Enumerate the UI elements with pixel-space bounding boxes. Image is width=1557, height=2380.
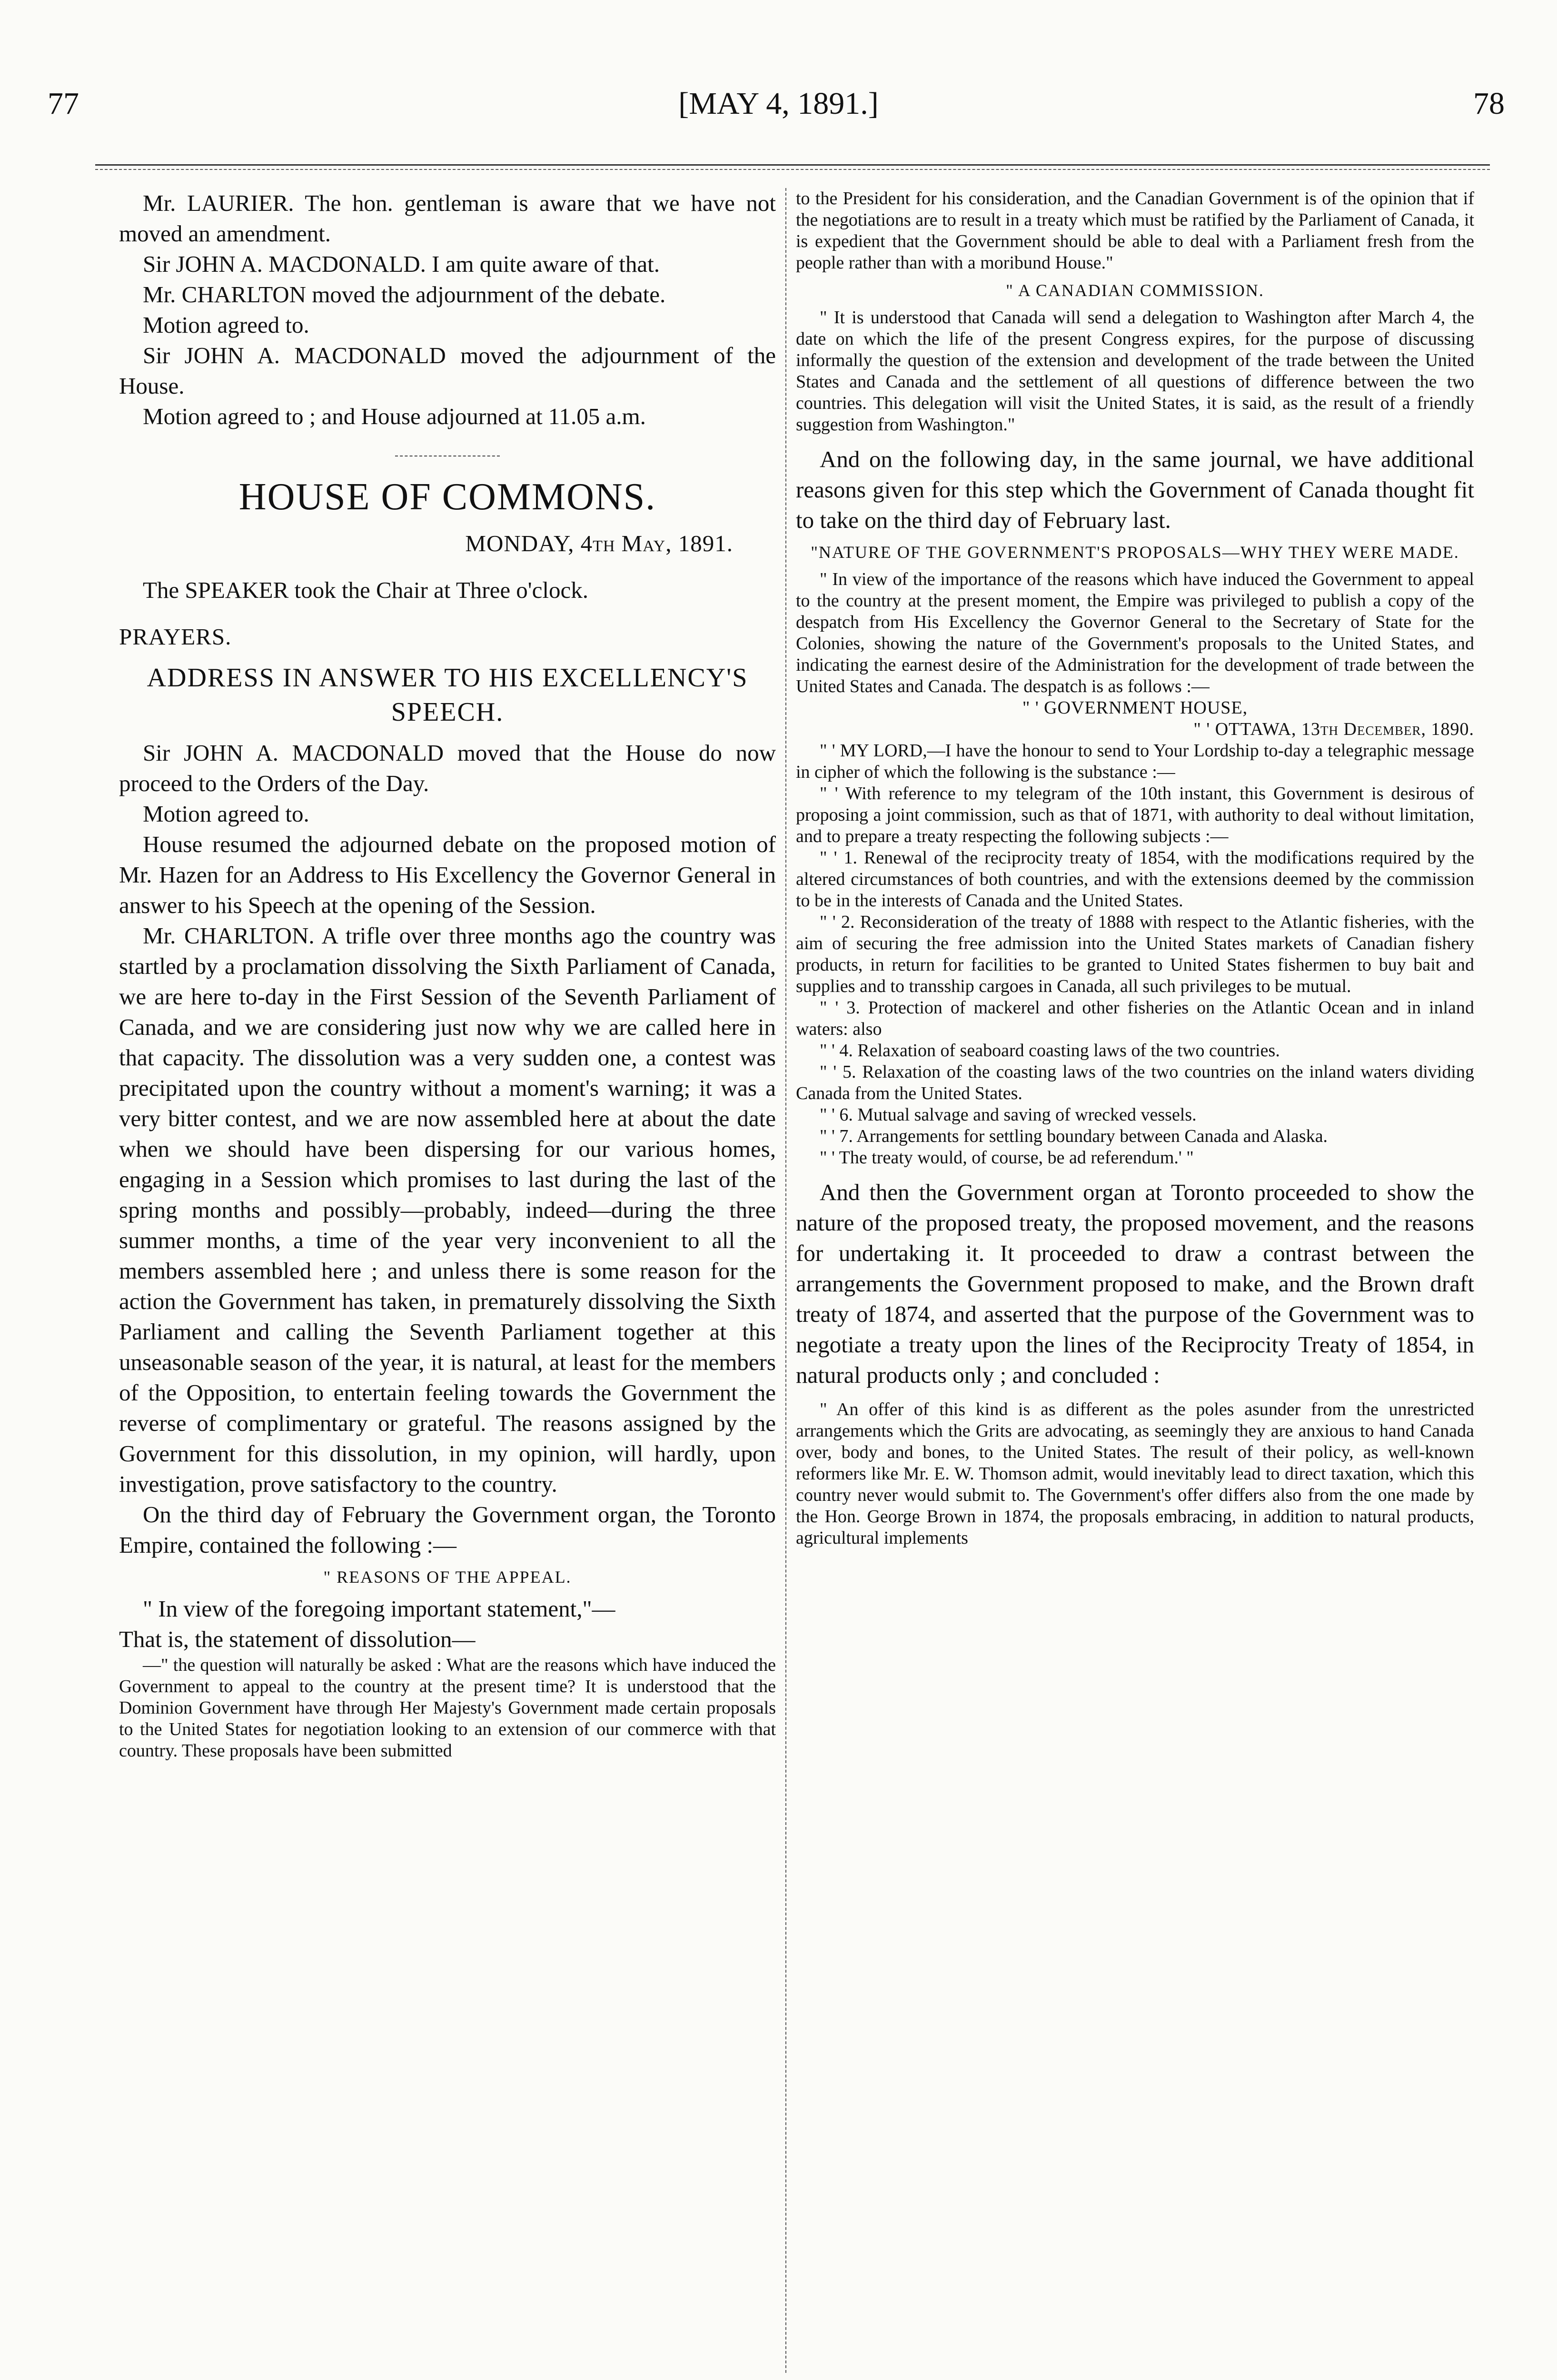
paragraph: Mr. CHARLTON moved the adjournment of the debate. <box>143 281 666 307</box>
reasons-heading: " REASONS OF THE APPEAL. <box>323 1567 572 1587</box>
paragraph: " In view of the foregoing important statement,"— <box>143 1596 615 1622</box>
header-rule <box>95 164 1490 166</box>
paragraph: Sir JOHN A. MACDONALD moved that the House do now proceed to the Orders of the Day. <box>119 740 776 796</box>
page-header <box>0 86 1557 138</box>
column-divider <box>785 188 786 2373</box>
quoted-block <box>796 188 1474 436</box>
nature-heading: "NATURE OF THE GOVERNMENT'S PROPOSALS—WHY THEY WERE MADE. <box>811 543 1459 562</box>
quoted-paragraph: to the President for his consideration, and the Canadian Government is of the opinion that if the negotiations are to result in a treaty which must be ratified by the Parliament of Canada, it is expedient that the Government should be able to deal with a Parliament fresh from the people rather than with a moribund House." <box>796 188 1474 273</box>
quoted-paragraph: " In view of the importance of the reasons which have induced the Government to appeal to the country at the present moment, the Empire was privileged to publish a copy of the despatch from His Excellency the Governor General to the Secretary of State for the Colonies, showing the nature of the Government's proposals to the United States, and indicating the earnest desire of the Administration for the development of trade between the United States and Canada. The despatch is as follows :— <box>796 569 1474 696</box>
speech-paragraph: Mr. CHARLTON. A trifle over three months ago the country was startled by a proclamation dissolving the Sixth Parliament of Canada, we are here to-day in the First Session of the Seventh Parliament of Canada, and we are considering just now why we are called here in that capacity. The dissolution was a very sudden one, a contest was precipitated upon the country without a moment's warning; it was a very bitter contest, and we are now assembled here at about the date when we should have been dispersing for our various homes, engaging in a Session which promises to last during the last of the spring months and possibly—probably, indeed—during the three summer months, a time of the year very inconvenient to all the members assembled here ; and unless there is some reason for the action the Government has taken, in prematurely dissolving the Sixth Parliament and calling the Seventh Parliament together at this unseasonable season of the year, it is natural, at least for the members of the Opposition, to entertain feeling towards the Government the reverse of complimentary or grateful. The reasons assigned by the Government for this dissolution, in my opinion, will hardly, upon investigation, prove satisfactory to the country. <box>119 922 776 1497</box>
paragraph: And then the Government organ at Toronto proceeded to show the nature of the proposed treaty, the proposed movement, and the reasons for undertaking it. It proceeded to draw a contrast between the arrangements the Government proposed to make, and the Brown draft treaty of 1874, and asserted that the purpose of the Government was to negotiate a treaty upon the lines of the Reciprocity Treaty of 1854, in natural products only ; and concluded : <box>796 1179 1474 1388</box>
paragraph: On the third day of February the Government organ, the Toronto Empire, contained the following :— <box>119 1501 776 1558</box>
page-number-right: 78 <box>1473 86 1505 121</box>
list-item: " ' 2. Reconsideration of the treaty of 1888 with respect to the Atlantic fisheries, with the aim of securing the free admission into the United States markets of Canadian fishery products, in return for facilities to be granted to United States fishermen to buy bait and supplies and to transship cargoes in Canada, all such privileges to be mutual. <box>796 912 1474 996</box>
quoted-paragraph: " It is understood that Canada will send a delegation to Washington after March 4, the date on which the life of the present Congress expires, for the purpose of discussing informally the question of the extension and development of the trade between the United States and Canada and the settlement of all questions of difference between the two countries. This delegation will visit the United States, it is said, as the result of a friendly suggestion from Washington." <box>796 307 1474 435</box>
paragraph: And on the following day, in the same journal, we have additional reasons given for this step which the Government of Canada thought fit to take on the third day of February last. <box>796 446 1474 533</box>
paragraph: Sir JOHN A. MACDONALD. I am quite aware of that. <box>143 251 660 277</box>
paragraph: That is, the statement of dissolution— <box>119 1626 476 1652</box>
paragraph: House resumed the adjourned debate on the proposed motion of Mr. Hazen for an Address to His Excellency the Governor General in answer to his Speech at the opening of the Session. <box>119 831 776 918</box>
list-item: " ' 4. Relaxation of seaboard coasting laws of the two countries. <box>820 1041 1280 1061</box>
list-item: " ' 1. Renewal of the reciprocity treaty of 1854, with the modifications required by the altered circumstances of both countries, and with the extensions deemed by the commission to be in the interests of Canada and the United States. <box>796 848 1474 911</box>
paragraph: Motion agreed to. <box>143 312 309 338</box>
quoted-paragraph: —" the question will naturally be asked : What are the reasons which have induced the Government to appeal to the country at the present time? It is understood that the Dominion Government have through Her Majesty's Government made certain proposals to the United States for negotiation looking to an extension of our commerce with that country. These proposals have been submitted <box>119 1655 776 1761</box>
house-title: HOUSE OF COMMONS. <box>238 476 656 518</box>
sitting-date: MONDAY, 4th May, 1891. <box>465 530 733 556</box>
ottawa-date: " ' OTTAWA, 13th December, 1890. <box>1193 719 1474 739</box>
commission-heading: " A CANADIAN COMMISSION. <box>1006 281 1264 300</box>
quoted-paragraph: " ' With reference to my telegram of the 10th instant, this Government is desirous of proposing a joint commission, such as that of 1871, with authority to deal without limitation, and to prepare a treaty respecting the following subjects :— <box>796 783 1474 846</box>
quoted-paragraph: " ' The treaty would, of course, be ad referendum.' " <box>820 1148 1194 1168</box>
despatch-block <box>796 569 1474 1169</box>
paragraph: Mr. LAURIER. The hon. gentleman is aware that we have not moved an amendment. <box>119 190 776 247</box>
list-item: " ' 7. Arrangements for settling boundary between Canada and Alaska. <box>820 1126 1328 1146</box>
page-date: [MAY 4, 1891.] <box>678 86 879 121</box>
page-number-left: 77 <box>48 86 79 121</box>
quoted-paragraph: " An offer of this kind is as different as the poles asunder from the unrestricted arrangements which the Grits are advocating, as seemingly they are anxious to hand Canada over, body and bones, to the United States. The result of their policy, as well-known reformers like Mr. E. W. Thomson admit, would inevitably lead to direct taxation, which this country never would submit to. The Government's offer differs also from the one made by the Hon. George Brown in 1874, the proposals embracing, in addition to natural products, agricultural implements <box>796 1399 1474 1548</box>
header-rule-dashed <box>95 169 1490 170</box>
address-heading: ADDRESS IN ANSWER TO HIS EXCELLENCY'S SPEECH. <box>147 663 748 727</box>
speaker-line: The SPEAKER took the Chair at Three o'clock. <box>143 577 589 603</box>
quoted-block <box>796 1399 1474 1549</box>
right-column <box>796 188 1474 1549</box>
quoted-paragraph: " ' MY LORD,—I have the honour to send to Your Lordship to-day a telegraphic message in cipher of which the following is the substance :— <box>796 741 1474 782</box>
list-item: " ' 5. Relaxation of the coasting laws of the two countries on the inland waters dividing Canada from the United States. <box>796 1062 1474 1103</box>
list-item: " ' 6. Mutual salvage and saving of wrecked vessels. <box>820 1105 1197 1125</box>
paragraph: Sir JOHN A. MACDONALD moved the adjournment of the House. <box>119 342 776 399</box>
list-item: " ' 3. Protection of mackerel and other fisheries on the Atlantic Ocean and in inland waters: also <box>796 998 1474 1039</box>
left-column <box>119 188 776 1762</box>
paragraph: Motion agreed to. <box>143 801 309 827</box>
prayers-line: PRAYERS. <box>119 624 232 650</box>
paragraph: Motion agreed to ; and House adjourned at 11.05 a.m. <box>143 403 646 429</box>
government-house: " ' GOVERNMENT HOUSE, <box>1022 698 1248 718</box>
quoted-block <box>119 1655 776 1762</box>
